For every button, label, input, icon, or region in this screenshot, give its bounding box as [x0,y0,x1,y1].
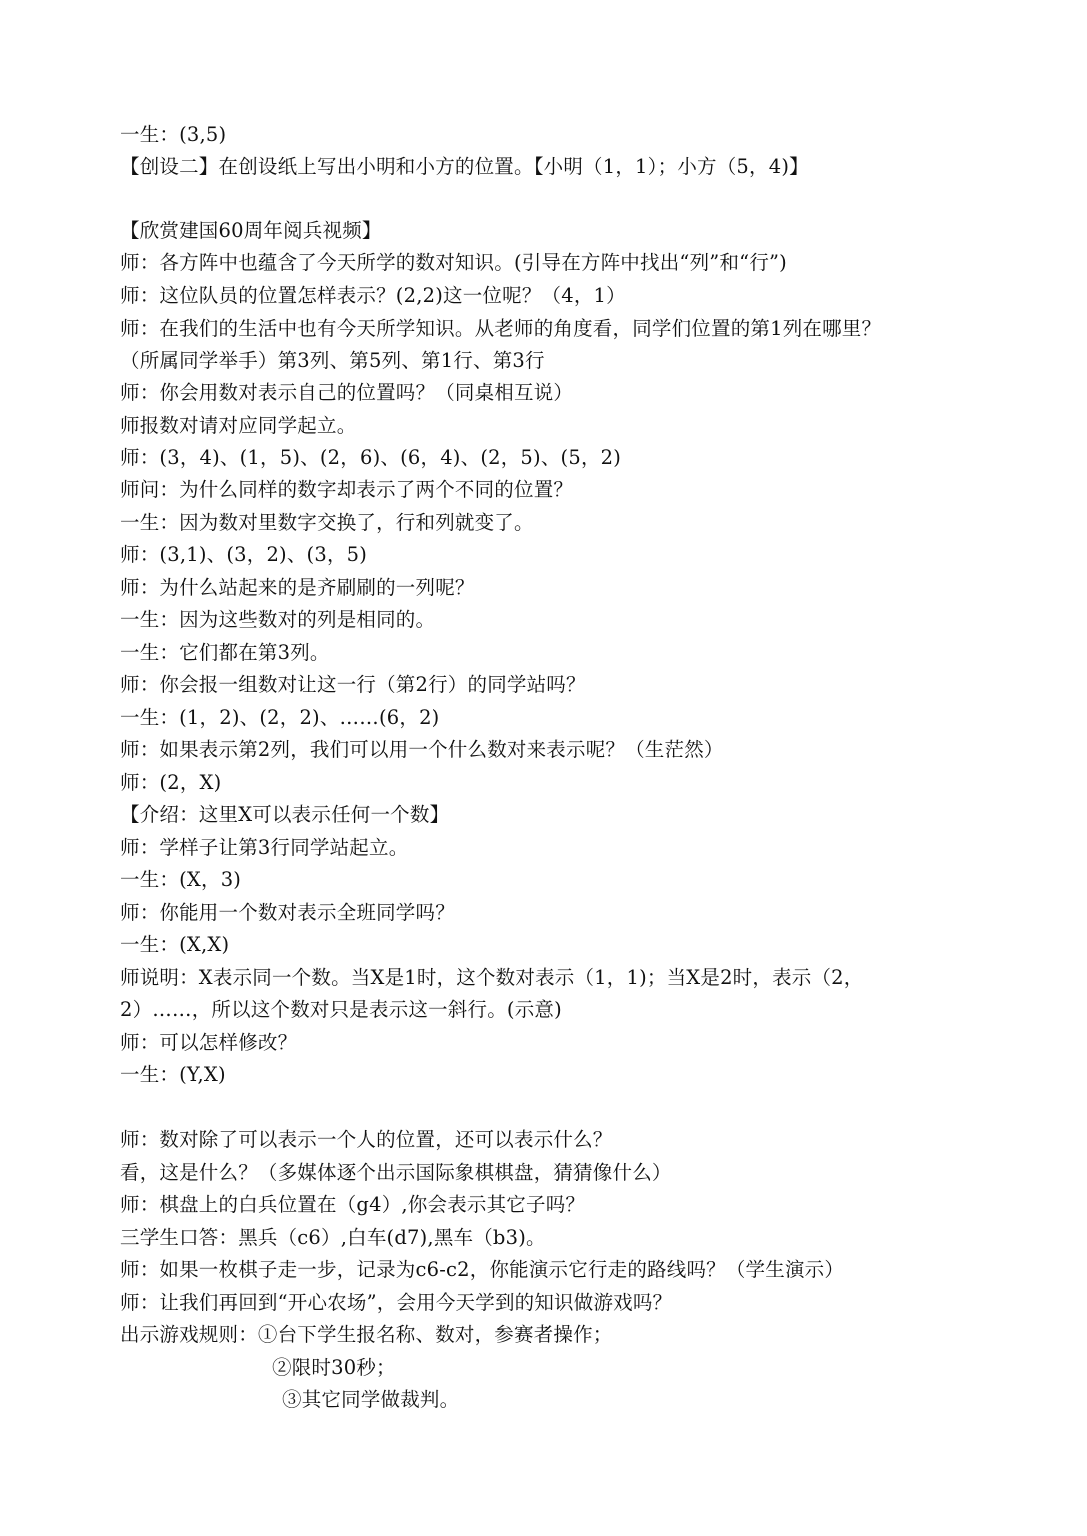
text-line: 一生：(3,5) [120,123,227,146]
rule-item: ②限时30秒； [272,1356,396,1379]
blank-line [120,1092,977,1124]
text-line: 师：数对除了可以表示一个人的位置，还可以表示什么？ [120,1128,613,1151]
text-line: 师：如果表示第2列，我们可以用一个什么数对来表示呢？（生茫然） [120,738,724,761]
text-line: 师：棋盘上的白兵位置在（g4）,你会表示其它子吗？ [120,1193,586,1216]
text-line: 【创设二】在创设纸上写出小明和小方的位置。【小明（1，1）；小方（5，4)】 [120,155,809,178]
text-line: 师：(2，X) [120,771,222,794]
text-line: 一生：(X,X) [120,933,230,956]
text-line: 出示游戏规则：①台下学生报名称、数对，参赛者操作； [120,1323,613,1346]
text-line: 师：可以怎样修改？ [120,1031,298,1054]
text-line: 2）……，所以这个数对只是表示这一斜行。(示意) [120,998,562,1021]
text-line: 师：(3,1)、(3，2)、(3，5) [120,543,368,566]
text-line: 师报数对请对应同学起立。 [120,414,357,437]
text-line: 【介绍：这里X可以表示任何一个数】 [120,803,450,826]
text-line: 师：这位队员的位置怎样表示？(2,2)这一位呢？（4，1） [120,284,626,307]
text-line: 师：在我们的生活中也有今天所学知识。从老师的角度看，同学们位置的第1列在哪里？ [120,317,882,340]
text-line: 一生：它们都在第3列。 [120,641,330,664]
text-line: 师说明：X表示同一个数。当X是1时，这个数对表示（1，1)；当X是2时，表示（2， [120,966,864,989]
section-heading: 【欣赏建国60周年阅兵视频】 [120,219,382,242]
text-line: 师问：为什么同样的数字却表示了两个不同的位置？ [120,478,574,501]
text-line: 看，这是什么？（多媒体逐个出示国际象棋棋盘，猜猜像什么） [120,1161,672,1184]
text-line: 师：你会报一组数对让这一行（第2行）的同学站吗？ [120,673,586,696]
text-line: 师：各方阵中也蕴含了今天所学的数对知识。(引导在方阵中找出“列”和“行”) [120,251,787,274]
text-line: 师：(3，4)、(1，5)、(2，6)、(6，4)、(2，5)、(5，2) [120,446,622,469]
rule-item: ③其它同学做裁判。 [282,1388,460,1411]
text-line: 一生：因为这些数对的列是相同的。 [120,608,436,631]
text-line: 师：如果一枚棋子走一步，记录为c6-c2，你能演示它行走的路线吗？（学生演示） [120,1258,845,1281]
blank-line [120,183,977,215]
text-line: 师：让我们再回到“开心农场”，会用今天学到的知识做游戏吗？ [120,1291,673,1314]
text-line: 师：你能用一个数对表示全班同学吗？ [120,901,455,924]
text-line: 一生：因为数对里数字交换了，行和列就变了。 [120,511,534,534]
text-line: 三学生口答：黑兵（c6）,白车(d7),黑车（b3)。 [120,1226,546,1249]
text-line: 一生：(1，2)、(2，2)、……(6，2) [120,706,440,729]
text-line: 一生：(X，3) [120,868,242,891]
text-line: 师：为什么站起来的是齐刷刷的一列呢？ [120,576,475,599]
text-line: 师：学样子让第3行同学站起立。 [120,836,409,859]
text-line: 一生：(Y,X) [120,1063,226,1086]
text-line: 师：你会用数对表示自己的位置吗？（同桌相互说） [120,381,574,404]
text-line: （所属同学举手）第3列、第5列、第1行、第3行 [120,349,545,372]
